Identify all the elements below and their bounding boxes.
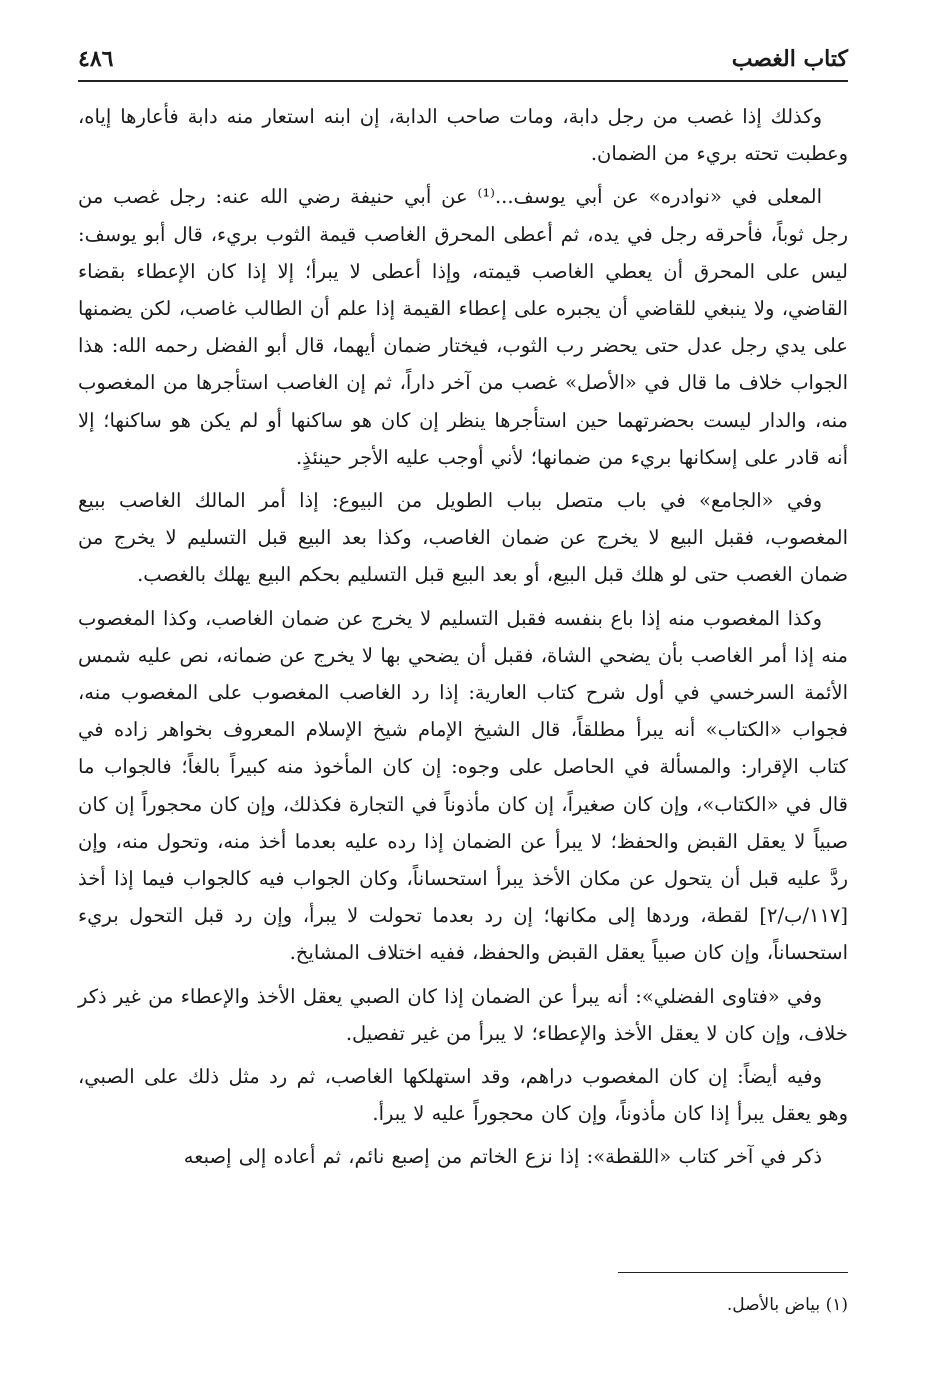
page-number: ٤٨٦: [78, 46, 114, 72]
paragraph-6: وفيه أيضاً: إن كان المغصوب دراهم، وقد استهلكها الغاصب، ثم رد مثل ذلك على الصبي، وهو يعقل يبرأ إذا كان مأذوناً، وإن كان محجوراً عليه لا يبرأ.: [78, 1065, 848, 1126]
footnote-divider: [618, 1272, 848, 1273]
body-text: [78, 98, 848, 1176]
paragraph-5: وفي «فتاوى الفضلي»: أنه يبرأ عن الضمان إذا كان الصبي يعقل الأخذ والإعطاء من غير ذكر خلاف، وإن كان لا يعقل الأخذ والإعطاء؛ لا يبرأ من غير تفصيل.: [78, 984, 848, 1045]
paragraph-7: ذكر في آخر كتاب «اللقطة»: إذا نزع الخاتم من إصبع نائم، ثم أعاده إلى إصبعه: [183, 1145, 822, 1169]
page-content: [78, 40, 848, 1340]
footnote-text: بياض بالأصل.: [726, 1295, 821, 1315]
footnote: [727, 1292, 848, 1318]
paragraph-2: المعلى في «نوادره» عن أبي يوسف...⁽¹⁾ عن أبي حنيفة رضي الله عنه: رجل غصب من رجل ثوباً، فأحرقه رجل في يده، ثم أعطى المحرق الغاصب قيمة الثوب بريء، قال أبو يوسف: ليس على المحرق أن يعطي الغاصب قيمته، وإذا أعطى لا يبرأ؛ إلا إذا كان الإعطاء بقضاء القاضي، ولا ينبغي للقاضي أن يجبره على إعطاء القيمة إذا علم أن الطالب غاصب، لكن يضمنها على يدي رجل عدل حتى يحضر رب الثوب، فيختار ضمان أيهما، قال أبو الفضل رحمه الله: هذا الجواب خلاف ما قال في «الأصل» غصب من آخر داراً، ثم إن الغاصب استأجرها من المغصوب منه، والدار ليست بحضرتهما حين استأجرها ينظر إن كان هو ساكنها أو لم يكن هو ساكنها؛ إلا أنه قادر على إسكانها بريء من ضمانها؛ لأني أوجب عليه الأجر حينئذٍ.: [78, 185, 848, 469]
paragraph-3: وفي «الجامع» في باب متصل بباب الطويل من البيوع: إذا أمر المالك الغاصب ببيع المغصوب، فقبل البيع لا يخرج عن ضمان الغاصب، وكذا بعد البيع قبل التسليم لا يخرج من ضمان الغصب حتى لو هلك قبل البيع، أو بعد البيع قبل التسليم بحكم البيع يهلك بالغصب.: [78, 489, 848, 587]
paragraph-4: وكذا المغصوب منه إذا باع بنفسه فقبل التسليم لا يخرج عن ضمان الغاصب، وكذا المغصوب منه إذا أمر الغاصب بأن يضحي الشاة، فقبل أن يضحي بها لا يخرج عن ضمانه، نص عليه شمس الأئمة السرخسي في أول شرح كتاب العارية: إذا رد الغاصب المغصوب على المغصوب منه، فجواب «الكتاب» أنه يبرأ مطلقاً، قال الشيخ الإمام شيخ الإسلام المعروف بخواهر زاده في كتاب الإقرار: والمسألة في الحاصل على وجوه: إن كان المأخوذ منه كبيراً بالغاً؛ فالجواب ما قال في «الكتاب»، وإن كان صغيراً، إن كان مأذوناً في التجارة فكذلك، وإن كان محجوراً إن كان صبياً لا يعقل القبض والحفظ؛ لا يبرأ عن الضمان إذا رده عليه بعدما أخذ منه، وتحول منه، وإن ردَّ عليه قبل أن يتحول عن مكان الأخذ يبرأ استحساناً، وكان الجواب فيه كالجواب فيما إذا أخذ [١١٧/ب/٢] لقطة، وردها إلى مكانها؛ إن رد بعدما تحولت لا يبرأ، وإن رد قبل التحول بريء استحساناً، وإن كان صبياً يعقل القبض والحفظ، ففيه اختلاف المشايخ.: [78, 606, 848, 965]
running-header: [78, 40, 848, 82]
book-title: كتاب الغصب: [731, 46, 848, 72]
paragraph-1: وكذلك إذا غصب من رجل دابة، ومات صاحب الدابة، إن ابنه استعار منه دابة فأعارها إياه، وعطبت تحته بريء من الضمان.: [78, 105, 848, 166]
footnote-marker: (١): [825, 1295, 848, 1315]
